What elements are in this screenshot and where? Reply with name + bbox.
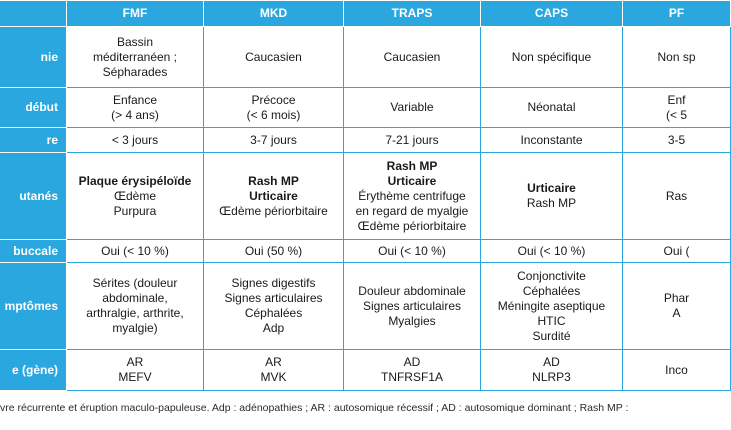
cell-line: A [672, 306, 681, 320]
cell-line: Rash MP [386, 158, 438, 173]
cell-line: Enfance [112, 92, 158, 107]
cell-line: 3-5 [667, 132, 686, 147]
row-header: début [0, 88, 67, 128]
cell-line: AR [265, 355, 282, 369]
cell-line: (> 4 ans) [111, 107, 159, 122]
table-cell [481, 263, 623, 350]
table-cell [204, 350, 344, 391]
table-row [0, 88, 731, 128]
cell-line: NLRP3 [532, 370, 571, 384]
table-cell [344, 128, 481, 153]
table-cell [204, 263, 344, 350]
table-cell [481, 27, 623, 88]
cell-line: Adp [262, 321, 285, 335]
table-cell [67, 153, 204, 240]
table-cell [623, 240, 731, 263]
cell-line: Oui (50 %) [244, 243, 303, 258]
table-cell [204, 27, 344, 88]
cell-line: Érythème centrifuge [358, 188, 466, 203]
cell-line: Non spécifique [511, 49, 592, 64]
row-header: e (gène) [0, 350, 67, 391]
cell-line: en regard de myalgie [355, 203, 469, 218]
table-cell [344, 27, 481, 88]
cell-line: méditerranéen ; [92, 49, 178, 64]
cell-line: Céphalées [522, 283, 581, 298]
table-row [0, 263, 731, 350]
header-corner [0, 1, 67, 27]
table-cell [623, 27, 731, 88]
cell-line: MVK [260, 370, 287, 384]
table-row [0, 153, 731, 240]
table-cell [623, 350, 731, 391]
table-cell [481, 128, 623, 153]
cell-line: Plaque érysipéloïde [78, 173, 192, 188]
cell-line: Néonatal [527, 100, 576, 114]
cell-line: Sérites (douleur [92, 276, 178, 290]
table-cell [67, 240, 204, 263]
cell-line: Rash MP [248, 173, 299, 188]
cell-line: Œdème périorbitaire [219, 203, 328, 218]
table-cell [204, 128, 344, 153]
table-body [0, 27, 731, 391]
cell-line: < 3 jours [111, 132, 159, 147]
table-cell [344, 350, 481, 391]
cell-line: Signes articulaires [224, 291, 323, 305]
cell-line: Rash MP [526, 196, 577, 210]
table-cell [623, 88, 731, 128]
column-header: TRAPS [344, 1, 481, 27]
cell-line: Urticaire [527, 181, 576, 195]
table-cell [481, 88, 623, 128]
cell-line: Conjonctivite [517, 268, 586, 283]
column-header: MKD [204, 1, 344, 27]
table-cell [344, 88, 481, 128]
table-row [0, 27, 731, 88]
cell-line: Enf [667, 92, 686, 107]
cell-line: Sépharades [102, 64, 168, 79]
cell-line: Inco [665, 362, 688, 377]
cell-line: Variable [390, 100, 434, 114]
table-cell [67, 263, 204, 350]
cell-line: Œdème [113, 188, 157, 203]
cell-line: MEFV [118, 370, 152, 384]
column-header: PF [623, 1, 731, 27]
cell-line: Céphalées [244, 306, 303, 320]
table-cell [204, 240, 344, 263]
table-cell [481, 350, 623, 391]
cell-line: 3-7 jours [250, 132, 297, 147]
column-header: CAPS [481, 1, 623, 27]
row-header: utanés [0, 153, 67, 240]
cell-line: Méningite aseptique [497, 298, 606, 313]
cell-line: Caucasien [383, 49, 441, 64]
table-cell [67, 27, 204, 88]
cell-line: 7-21 jours [385, 132, 439, 147]
row-header: mptômes [0, 263, 67, 350]
cell-line: Purpura [113, 203, 157, 218]
cell-line: Œdème périorbitaire [357, 218, 467, 233]
table-cell [344, 240, 481, 263]
cell-line: Oui (< 10 %) [517, 243, 586, 258]
cell-line: Signes digestifs [231, 276, 316, 290]
cell-line: abdominale, [102, 291, 168, 305]
table-row [0, 350, 731, 391]
row-header: re [0, 128, 67, 153]
cell-line: Urticaire [249, 188, 298, 203]
cell-line: myalgie) [112, 321, 158, 335]
cell-line: Myalgies [388, 313, 436, 328]
table-cell [623, 153, 731, 240]
table-cell [67, 128, 204, 153]
cell-line: Non sp [657, 49, 696, 64]
cell-line: Surdité [532, 328, 571, 343]
table-cell [481, 153, 623, 240]
cell-line: Urticaire [387, 173, 437, 188]
column-header: FMF [67, 1, 204, 27]
table-cell [67, 350, 204, 391]
table-cell [623, 263, 731, 350]
table-row [0, 240, 731, 263]
cell-line: Oui (< 10 %) [378, 243, 446, 258]
table-cell [204, 88, 344, 128]
cell-line: Inconstante [520, 132, 583, 147]
cell-line: arthralgie, arthrite, [86, 306, 184, 320]
table-cell [344, 263, 481, 350]
cell-line: (< 6 mois) [246, 107, 301, 122]
header-row [0, 1, 731, 27]
table-cell [204, 153, 344, 240]
table-row [0, 128, 731, 153]
cell-line: AD [543, 355, 560, 369]
row-header: buccale [0, 240, 67, 263]
table-cell [481, 240, 623, 263]
table-cell [67, 88, 204, 128]
cell-line: HTIC [537, 313, 566, 328]
row-header: nie [0, 27, 67, 88]
footnote: vre récurrente et éruption maculo-papuleuse. Adp : adénopathies ; AR : autosomique récessif ; AD : autosomique dominant ; Rash MP : [0, 402, 629, 414]
cell-line: Signes articulaires [362, 298, 462, 313]
cell-line: (< 5 [665, 107, 687, 122]
table-cell [623, 128, 731, 153]
cell-line: AR [126, 355, 144, 369]
cell-line: Douleur abdominale [358, 283, 466, 298]
cell-line: Précoce [251, 92, 296, 107]
table-cell [344, 153, 481, 240]
cell-line: AD [403, 355, 421, 369]
cell-line: TNFRSF1A [380, 370, 443, 384]
cell-line: Oui ( [663, 243, 690, 258]
cell-line: Bassin [116, 34, 154, 49]
cell-line: Phar [663, 291, 690, 305]
cell-line: Oui (< 10 %) [101, 243, 169, 258]
cell-line: Ras [665, 188, 688, 203]
cell-line: Caucasien [245, 49, 302, 64]
